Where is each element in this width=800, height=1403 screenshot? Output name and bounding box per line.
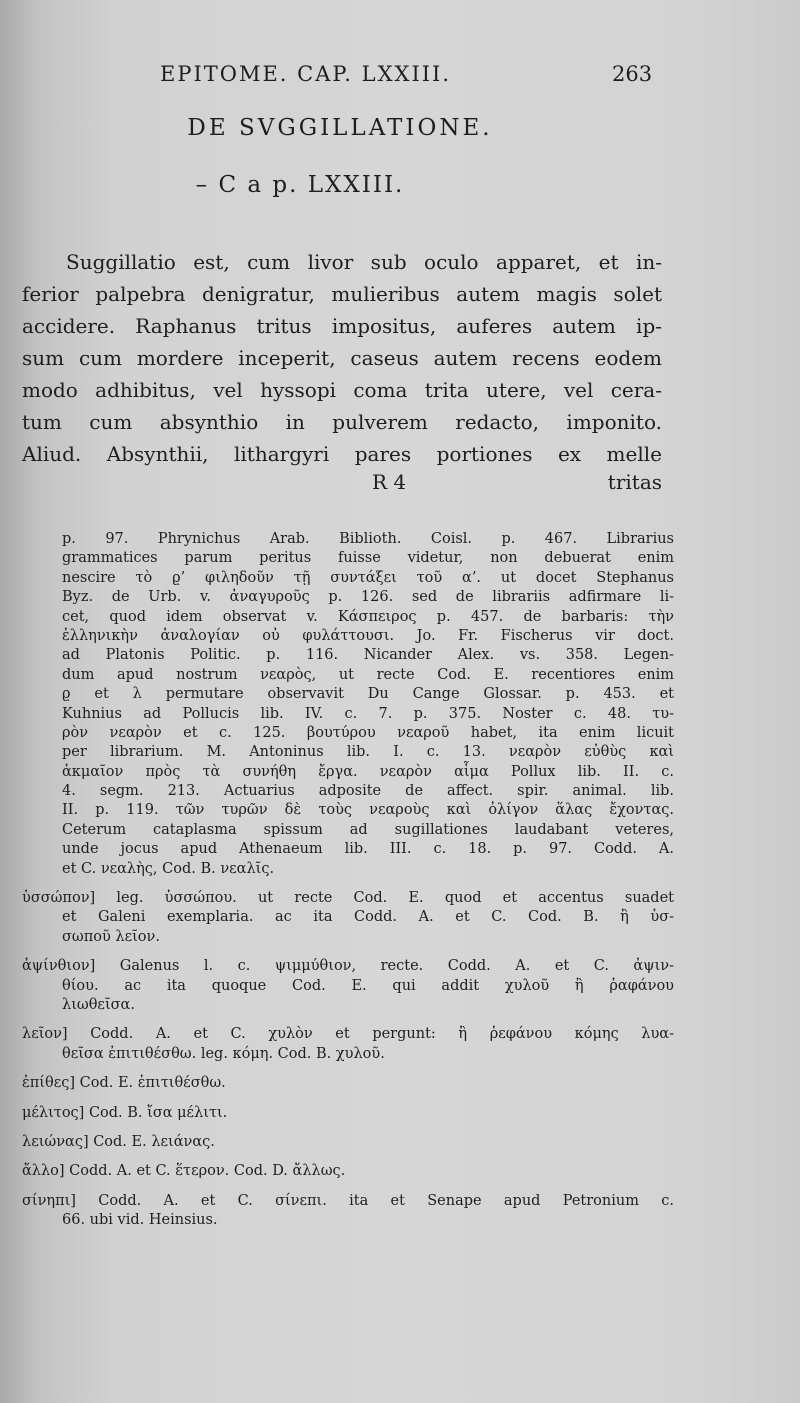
note-line: ρὸν νεαρὸν et c. 125. βουτύρου νεαροῦ habet, ita enim licuit <box>62 724 674 741</box>
note-line: p. 97. Phrynichus Arab. Biblioth. Coisl. p. 467. Librarius <box>62 531 674 547</box>
main-text-line: tum cum absynthio in pulverem redacto, imponito. <box>22 410 662 434</box>
note-line: 66. ubi vid. Heinsius. <box>62 1212 218 1229</box>
note-line: θεῖσα ἐπιτιθέσθω. leg. κόμη. Cod. B. χυλοῦ. <box>62 1045 385 1062</box>
note-line: grammatices parum peritus fuisse videtur, non debuerat enim <box>62 550 674 567</box>
note-line: λιωθεῖσα. <box>62 996 135 1013</box>
note-line: ὑσσώπον] leg. ὑσσώπου. ut recte Cod. E. quod et accentus suadet <box>22 890 674 907</box>
note-line: unde jocus apud Athenaeum lib. III. c. 18. p. 97. Codd. A. <box>62 841 674 858</box>
footnotes <box>22 530 674 1231</box>
note-block <box>22 889 674 947</box>
signature-mark: R 4 <box>372 470 407 494</box>
running-head: EPITOME. CAP. LXXIII. <box>160 62 452 86</box>
note-line: ἐπίθες] Cod. E. ἐπιτιθέσθω. <box>22 1075 226 1092</box>
main-text-line: accidere. Raphanus tritus impositus, auferes autem ip- <box>22 314 662 338</box>
main-text <box>22 246 662 470</box>
note-line: et C. νεαλὴς, Cod. B. νεαλῖς. <box>62 860 275 877</box>
note-block <box>22 530 674 879</box>
note-block <box>22 1025 674 1064</box>
main-text-line: Aliud. Absynthii, lithargyri pares portiones ex melle <box>22 442 662 466</box>
note-line: 4. segm. 213. Actuarius adposite de affect. spir. animal. lib. <box>62 783 674 800</box>
note-line: ἑλληνικὴν ἀναλογίαν οὐ φυλάττουσι. Jo. Fr. Fischerus vir doct. <box>62 627 674 644</box>
main-text-line: sum cum mordere inceperit, caseus autem recens eodem <box>22 346 662 370</box>
note-line: cet, quod idem observat v. Κάσπειρος p. 457. de barbaris: τὴν <box>62 608 674 625</box>
main-text-line: Suggillatio est, cum livor sub oculo apparet, et in- <box>66 250 662 274</box>
note-block <box>22 1162 674 1181</box>
note-line: ἀψίνθιον] Galenus l. c. ψιμμύθιον, recte. Codd. A. et C. ἀψιν- <box>22 958 674 975</box>
note-line: λεῖον] Codd. A. et C. χυλὸν et pergunt: ἢ ῥεφάνου κόμης λυα- <box>22 1026 674 1043</box>
note-line: ϱ et λ permutare observavit Du Cange Glossar. p. 453. et <box>62 686 674 703</box>
note-line: μέλιτος] Cod. B. ἴσα μέλιτι. <box>22 1104 228 1121</box>
note-block <box>22 1074 674 1093</box>
catchword: tritas <box>607 470 662 494</box>
note-line: et Galeni exemplaria. ac ita Codd. A. et C. Cod. B. ἢ ὑσ- <box>62 909 674 926</box>
note-line: λειώνας] Cod. E. λειάνας. <box>22 1133 215 1150</box>
note-line: σωποῦ λεῖον. <box>62 928 160 945</box>
page-number: 263 <box>612 62 653 86</box>
signature-row <box>22 470 662 500</box>
note-line: Ceterum cataplasma spissum ad sugillationes laudabant veteres, <box>62 821 674 838</box>
note-line: θίου. ac ita quoque Cod. E. qui addit χυλοῦ ἢ ῥαφάνου <box>62 977 674 994</box>
note-line: ἀκμαῖον πρὸς τὰ συνήθη ἔργα. νεαρὸν αἷμα Pollux lib. II. c. <box>62 763 674 780</box>
note-line: dum apud nostrum νεαρὸς, ut recte Cod. E. recentiores enim <box>62 666 674 683</box>
note-block <box>22 1104 674 1123</box>
note-line: ἄλλο] Codd. A. et C. ἕτερον. Cod. D. ἄλλως. <box>22 1163 346 1180</box>
note-line: per librarium. M. Antoninus lib. I. c. 13. νεαρὸν εὐθὺς καὶ <box>62 744 674 761</box>
note-line: nescire τὸ ϱ’ φιληδοῦν τῇ συντάξει τοῦ α’. ut docet Stephanus <box>62 569 674 586</box>
chapter-heading: – C a p. LXXIII. <box>195 172 405 198</box>
note-line: Byz. de Urb. v. ἀναγυροῦς p. 126. sed de librariis adfirmare li- <box>62 589 674 606</box>
note-line: σίνηπι] Codd. A. et C. σίνεπι. ita et Senape apud Petronium c. <box>22 1192 674 1209</box>
note-line: Kuhnius ad Pollucis lib. IV. c. 7. p. 375. Noster c. 48. τυ- <box>62 705 674 722</box>
note-block <box>22 1192 674 1231</box>
note-line: II. p. 119. τῶν τυρῶν δὲ τοὺς νεαροὺς καὶ ὀλίγον ἅλας ἔχοντας. <box>62 802 674 819</box>
note-block <box>22 957 674 1015</box>
note-line: ad Platonis Politic. p. 116. Nicander Alex. vs. 358. Legen- <box>62 647 674 664</box>
section-title: DE SVGGILLATIONE. <box>187 115 493 141</box>
main-text-line: ferior palpebra denigratur, mulieribus autem magis solet <box>22 282 662 306</box>
note-block <box>22 1133 674 1152</box>
page-header <box>0 62 800 102</box>
main-text-line: modo adhibitus, vel hyssopi coma trita utere, vel cera- <box>22 378 662 402</box>
